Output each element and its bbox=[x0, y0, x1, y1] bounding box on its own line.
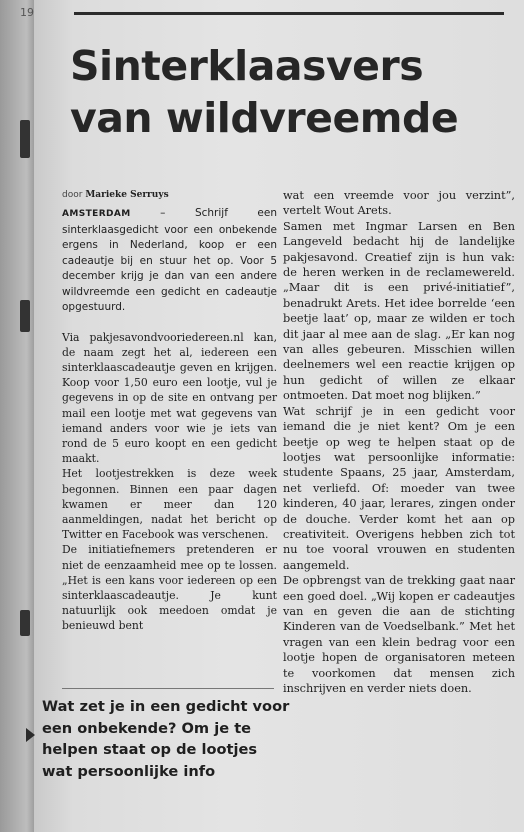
headline-line-1: Sinterklaasvers bbox=[70, 42, 424, 90]
dateline: AMSTERDAM bbox=[62, 209, 131, 219]
binding-mark bbox=[20, 300, 30, 332]
right-column bbox=[283, 188, 515, 696]
pull-quote: Wat zet je in een gedicht voor een onbekende? Om je te helpen staat op de lootjes wat persoonlijke info bbox=[42, 698, 290, 780]
paragraph: Samen met Ingmar Larsen en Ben Langeveld bedacht hij de landelijke pakjesavond. Creatief zijn is hun vak: de heren werken in de reclamewereld. „Maar dit is een privé-initiatief”, benadrukt Arets. Het idee borrelde ‘een beetje laat’ op, maar ze wilden er toch dit jaar al mee aan de slag. „Er kan nog van alles gebeuren. Misschien willen deelnemers wel een reactie krijgen op hun gedicht of willen ze elkaar ontmoeten. Dat moet nog blijken.” bbox=[283, 219, 515, 403]
pull-quote-rule bbox=[62, 688, 274, 689]
page-number: 19 bbox=[20, 6, 34, 19]
paragraph: Het lootjestrekken is deze week begonnen. Binnen een paar dagen kwamen er meer dan 120 aanmeldingen, nadat het bericht op Twitter en Facebook was verschenen. bbox=[62, 467, 277, 542]
header-rule bbox=[74, 12, 504, 15]
article-headline bbox=[70, 40, 510, 144]
left-column bbox=[62, 190, 277, 634]
paragraph: De initiatiefnemers pretenderen er niet de eenzaamheid mee op te lossen. „Het is een kans voor iedereen op een sinterklaascadeautje. Je kunt natuurlijk ook meedoen omdat je benieuwd bent bbox=[62, 543, 277, 633]
paragraph: De opbrengst van de trekking gaat naar een goed doel. „Wij kopen er cadeautjes van en geven die aan de stichting Kinderen van de Voedselbank.” Met het vragen van een klein bedrag voor een lootje hopen de organisatoren meteen te voorkomen dat mensen zich inschrijven en verder niets doen. bbox=[283, 574, 515, 695]
paragraph: Wat schrijf je in een gedicht voor iemand die je niet kent? Om je een beetje op weg te helpen staat op de lootjes wat persoonlijke informatie: studente Spaans, 25 jaar, Amsterdam, net verliefd. Of: moeder van twee kinderen, 40 jaar, lerares, zingen onder de douche. Verder komt het aan op creativiteit. Overigens hebben zich tot nu toe vooral vrouwen en studenten aangemeld. bbox=[283, 404, 515, 572]
byline-author: Marieke Serruys bbox=[85, 190, 169, 200]
paragraph: Via pakjesavondvooriedereen.nl kan, de naam zegt het al, iedereen een sinterklaascadeautje geven en krijgen. Koop voor 1,50 euro een lootje, vul je gegevens in op de site en ontvang per mail een lootje met wat gegevens van iemand anders voor wie je iets van rond de 5 euro koopt en een gedicht maakt. bbox=[62, 330, 277, 466]
binding-mark bbox=[20, 610, 30, 636]
byline bbox=[62, 190, 277, 200]
headline-line-2: van wildvreemde bbox=[70, 94, 459, 142]
article-intro bbox=[62, 206, 277, 316]
paragraph: wat een vreemde voor jou verzint”, vertelt Wout Arets. bbox=[283, 189, 515, 218]
intro-text: – Schrijf een sinterklaasgedicht voor een onbekende ergens in Nederland, koop er een cadeautje bij en stuur het op. Voor 5 december krijg je dan van een andere wildvreemde een gedicht en cadeautje opgestuurd. bbox=[62, 207, 277, 313]
byline-prefix: door bbox=[62, 190, 83, 200]
binding-mark bbox=[20, 120, 30, 158]
